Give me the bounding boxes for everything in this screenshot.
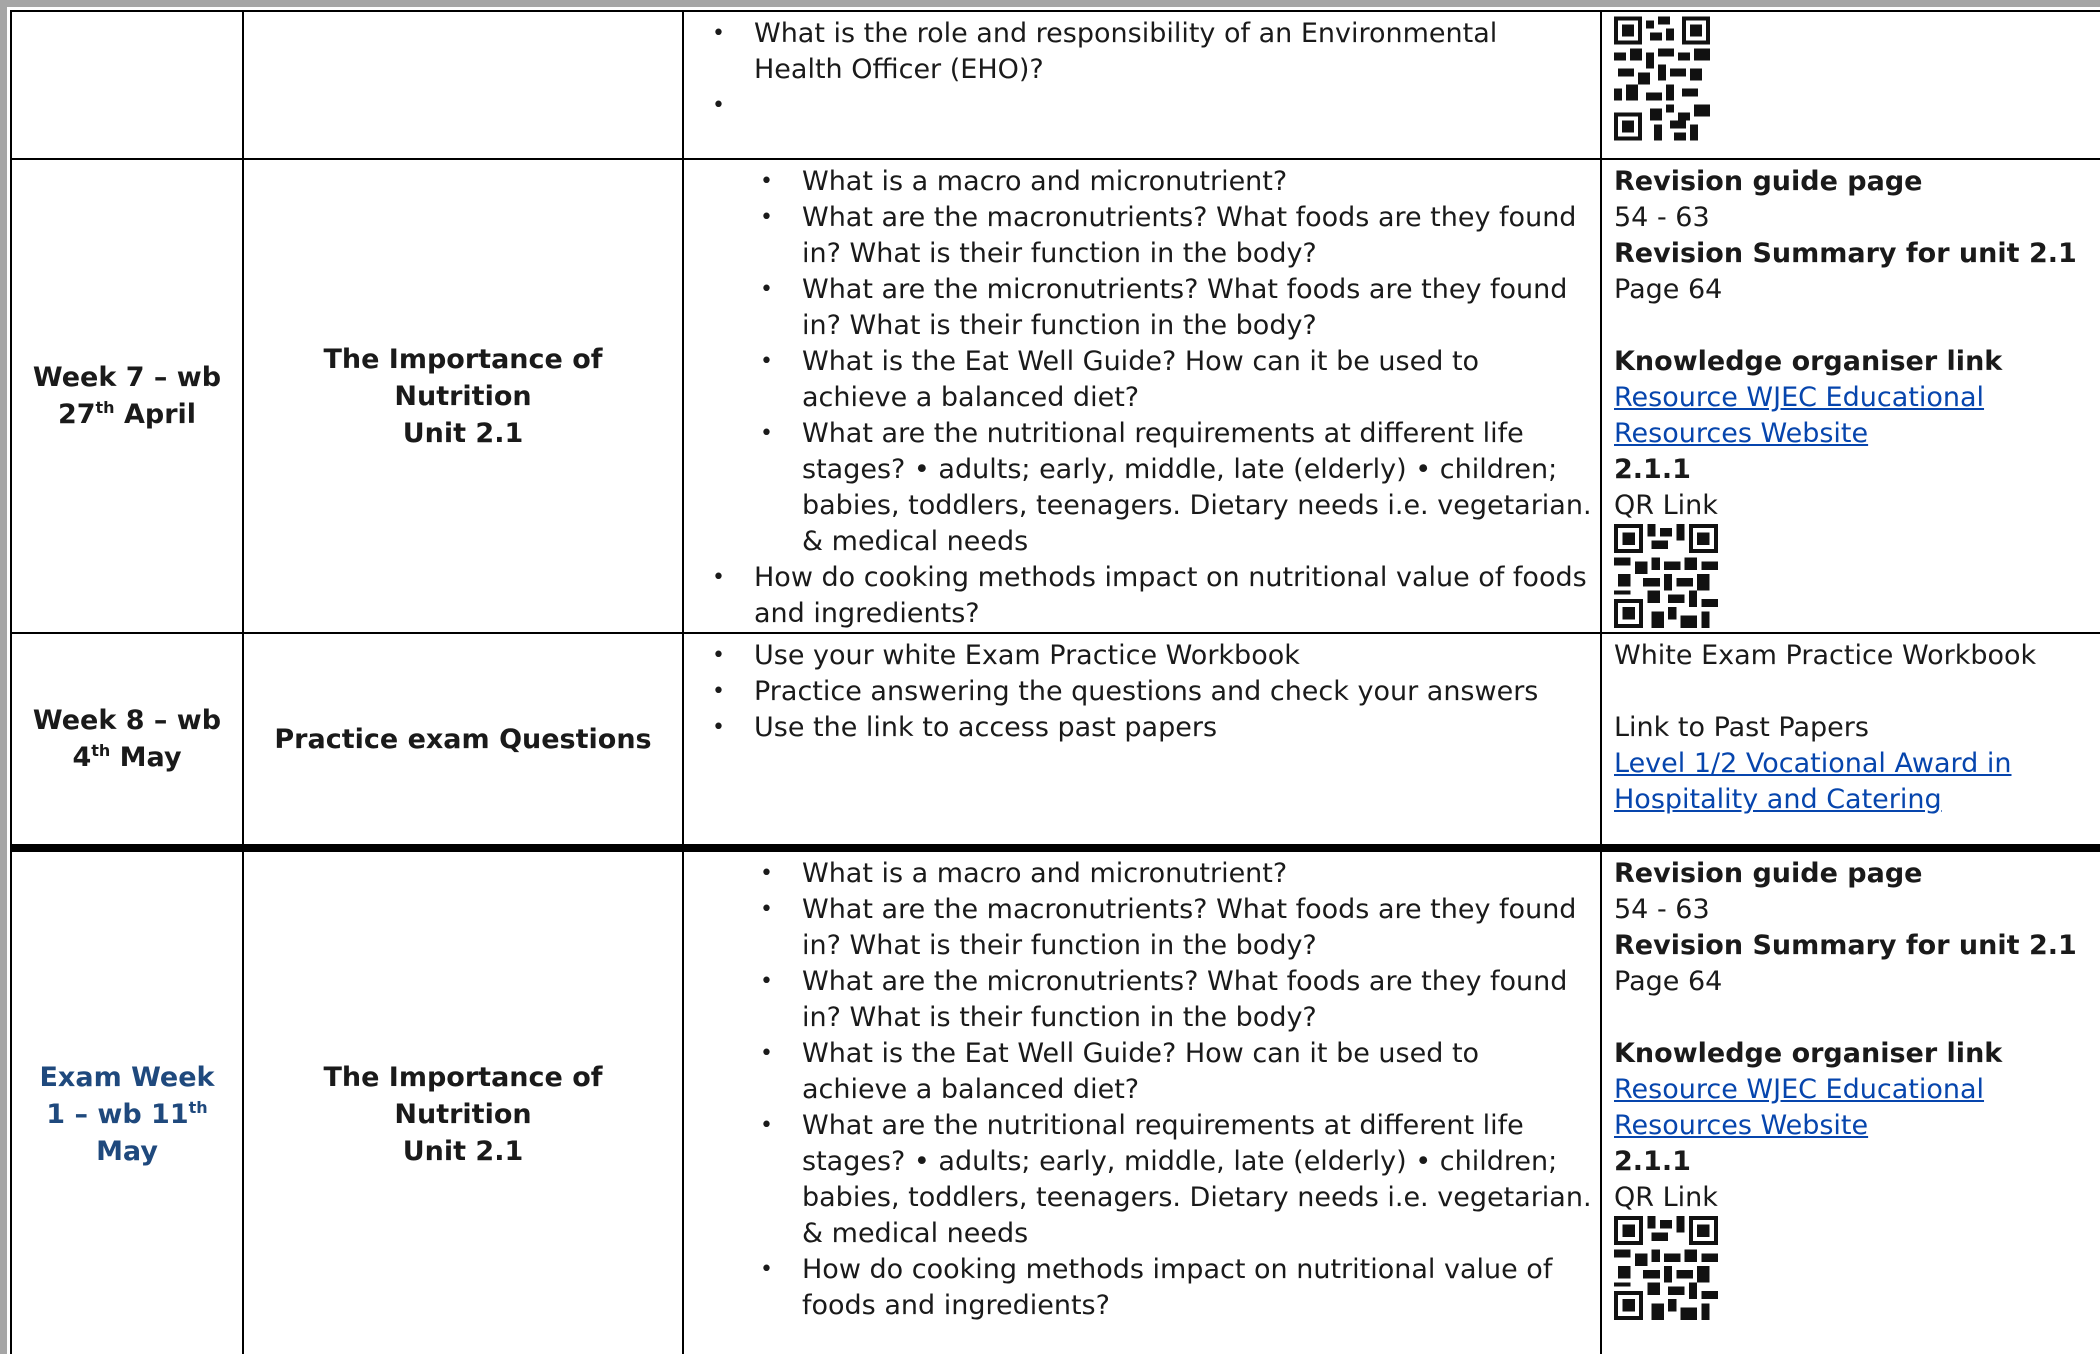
questions-cell bbox=[683, 11, 1601, 159]
list-item: • What are the macronutrients? What foods are they found in? What is their function in the body? bbox=[760, 894, 1577, 961]
list-item: • What is the role and responsibility of an Environmental Health Officer (EHO)? bbox=[712, 18, 1498, 85]
topic-cell bbox=[243, 633, 683, 848]
week-label: Exam Week bbox=[39, 1062, 215, 1093]
questions-cell bbox=[683, 633, 1601, 848]
list-item: • What are the nutritional requirements at different life stages? • adults; early, middle, late (elderly) • children; babies, toddlers, teenagers. Dietary needs i.e. vegetarian. & medical needs bbox=[760, 1110, 1592, 1249]
week-cell: Week 7 – wb 27th April bbox=[11, 159, 243, 633]
question-list bbox=[692, 856, 1592, 1324]
resources-cell: Revision guide page 54 - 63 Revision Summary for unit 2.1 Page 64 Knowledge organiser link Resource WJEC Educational Resources Website 2.1.1 QR Link bbox=[1601, 159, 2100, 633]
list-item: • How do cooking methods impact on nutritional value of foods and ingredients? bbox=[760, 1254, 1553, 1321]
week-cell bbox=[11, 11, 243, 159]
question-list bbox=[692, 638, 1592, 746]
list-item: • What is a macro and micronutrient? bbox=[760, 858, 1288, 889]
topic-title: Practice exam Questions bbox=[274, 723, 652, 755]
resources-cell: Revision guide page 54 - 63 Revision Summary for unit 2.1 Page 64 Knowledge organiser link Resource WJEC Educational Resources Website 2.1.1 QR Link bbox=[1601, 848, 2100, 1354]
list-item: • Use the link to access past papers bbox=[712, 712, 1218, 743]
table-row bbox=[11, 848, 2100, 1354]
list-item: • What are the nutritional requirements at different life stages? • adults; early, middle, late (elderly) • children; babies, toddlers, teenagers. Dietary needs i.e. vegetarian. & medical needs bbox=[760, 418, 1592, 557]
list-item: • How do cooking methods impact on nutritional value of foods and ingredients? bbox=[712, 562, 1587, 629]
list-item: • What is the Eat Well Guide? How can it be used to achieve a balanced diet? bbox=[760, 346, 1480, 413]
revision-schedule-table bbox=[10, 10, 2100, 1354]
table-row bbox=[11, 159, 2100, 633]
list-item: • bbox=[712, 93, 725, 118]
past-papers-link[interactable]: Level 1/2 Vocational Award in Hospitality and Catering bbox=[1614, 748, 2012, 815]
qr-code-icon[interactable] bbox=[1614, 524, 1718, 628]
table-row bbox=[11, 633, 2100, 848]
list-item: • What are the micronutrients? What foods are they found in? What is their function in the body? bbox=[760, 966, 1568, 1033]
question-list bbox=[692, 164, 1592, 632]
unit-label: Unit 2.1 bbox=[402, 417, 524, 449]
week-cell: Week 8 – wb 4th May bbox=[11, 633, 243, 848]
week-label: Week 7 – wb bbox=[32, 362, 222, 393]
topic-title: The Importance of Nutrition bbox=[323, 1062, 603, 1130]
topic-cell bbox=[243, 159, 683, 633]
questions-cell bbox=[683, 159, 1601, 633]
document-page bbox=[7, 7, 2100, 1354]
questions-cell bbox=[683, 848, 1601, 1354]
resources-cell bbox=[1601, 11, 2100, 159]
week-cell: Exam Week 1 – wb 11th May bbox=[11, 848, 243, 1354]
qr-code-icon[interactable] bbox=[1614, 1216, 1718, 1320]
unit-label: Unit 2.1 bbox=[402, 1136, 524, 1167]
list-item: • What are the macronutrients? What foods are they found in? What is their function in the body? bbox=[760, 202, 1577, 269]
week-label: Week 8 – wb bbox=[32, 705, 222, 736]
topic-cell bbox=[243, 11, 683, 159]
question-list bbox=[692, 16, 1592, 124]
list-item: • What is the Eat Well Guide? How can it be used to achieve a balanced diet? bbox=[760, 1038, 1480, 1105]
topic-title: The Importance of Nutrition bbox=[323, 343, 603, 412]
table-row bbox=[11, 11, 2100, 159]
list-item: • Practice answering the questions and check your answers bbox=[712, 676, 1539, 707]
wjec-resource-link[interactable]: Resource WJEC Educational Resources Website bbox=[1614, 382, 1985, 449]
resources-cell: White Exam Practice Workbook Link to Past Papers Level 1/2 Vocational Award in Hospitality and Catering bbox=[1601, 633, 2100, 848]
list-item: • What is a macro and micronutrient? bbox=[760, 166, 1288, 197]
list-item: • Use your white Exam Practice Workbook bbox=[712, 640, 1300, 671]
wjec-resource-link[interactable]: Resource WJEC Educational Resources Website bbox=[1614, 1074, 1985, 1141]
list-item: • What are the micronutrients? What foods are they found in? What is their function in the body? bbox=[760, 274, 1568, 341]
qr-code-icon bbox=[1614, 16, 1710, 141]
topic-cell bbox=[243, 848, 683, 1354]
